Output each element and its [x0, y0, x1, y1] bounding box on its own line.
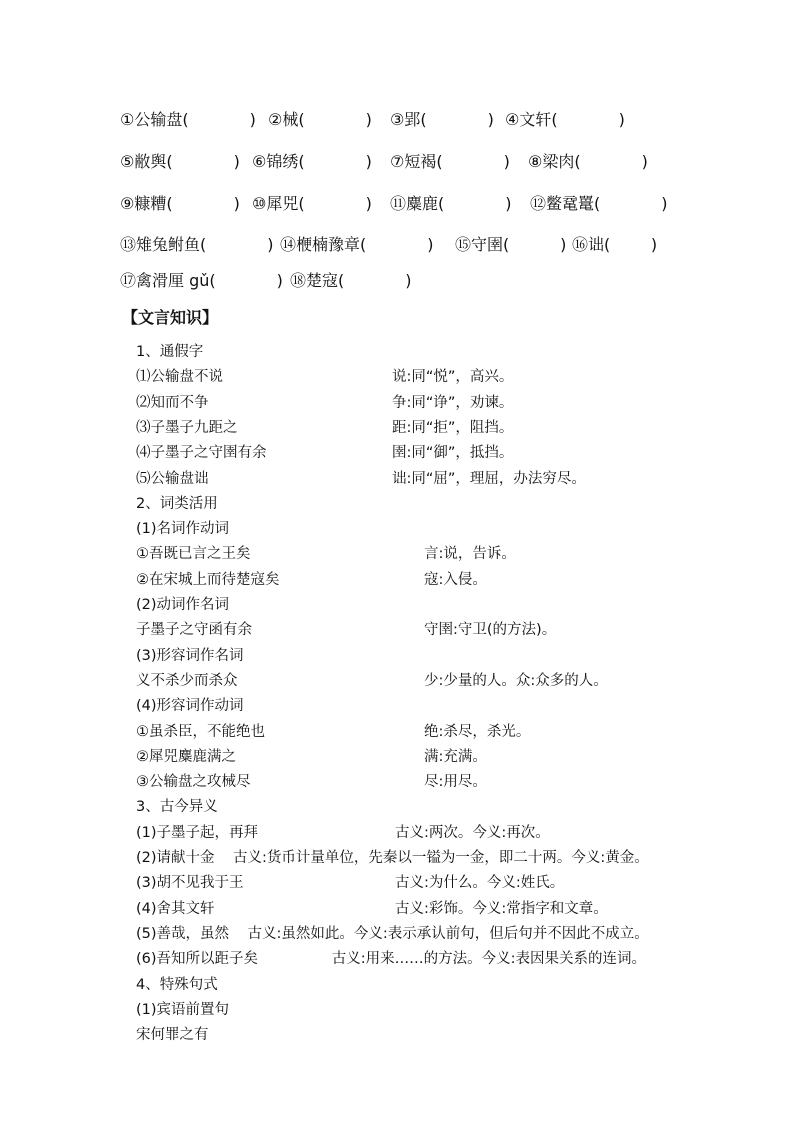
row-text: (6)吾知所以距子矣 古义:用来……的方法。今义:表因果关系的连词。 [136, 951, 647, 968]
row-right: 寇:入侵。 [424, 571, 487, 588]
row-left: (4)形容词作动词 [136, 698, 244, 715]
section-heading: 3、古今异义 [136, 799, 218, 816]
row-right: 距:同“拒”，阻挡。 [392, 419, 514, 436]
row-left: (3)胡不见我于王 [136, 875, 244, 892]
section-heading: 1、通假字 [136, 344, 204, 360]
vocab-item: ①公输盘( ) [120, 110, 256, 129]
row-left: ⑷子墨子之守圉有余 [136, 445, 267, 462]
vocab-item: ⑰禽滑厘 gǔ( ) [120, 271, 283, 290]
vocab-item: ⑪麋鹿( ) [390, 194, 512, 213]
row-left: (2)动词作名词 [136, 597, 230, 613]
vocab-item: ⑬雉兔鲋鱼( ) [120, 235, 274, 254]
row-left: (1)名词作动词 [136, 521, 230, 538]
vocab-item: ⑧梁肉( ) [528, 152, 648, 171]
row-left: ③公输盘之攻械尽 [136, 774, 251, 791]
row-left: 宋何罪之有 [136, 1027, 209, 1044]
row-right: 古义:彩饰。今义:常指字和文章。 [395, 900, 608, 917]
row-left: ①虽杀臣，不能绝也 [136, 723, 265, 740]
row-right: 古义:为什么。今义:姓氏。 [395, 875, 565, 892]
row-right: 圉:同“御”，抵挡。 [392, 445, 514, 462]
row-right: 少:少量的人。众:众多的人。 [424, 672, 608, 689]
row-left: (4)舍其文轩 [136, 900, 215, 917]
row-left: ⑴公输盘不说 [136, 369, 223, 386]
vocab-item: ⑩犀兕( ) [252, 194, 372, 213]
row-right: 绝:杀尽，杀光。 [424, 723, 531, 740]
row-right: 争:同“诤”，劝谏。 [392, 394, 514, 411]
section-title: 【文言知识】 [122, 308, 219, 327]
vocab-item: ③郢( ) [390, 110, 494, 129]
vocab-item: ⑫鳖鼋鼍( ) [530, 194, 668, 213]
row-left: ②在宋城上而待楚寇矣 [136, 571, 280, 588]
row-left: (1)子墨子起，再拜 [136, 824, 259, 841]
row-right: 尽:用尽。 [424, 774, 487, 791]
section-heading: 4、特殊句式 [136, 976, 218, 993]
row-right: 言:说，告诉。 [424, 546, 516, 563]
row-left: ⑵知而不争 [136, 394, 209, 411]
vocab-item: ⑱楚寇( ) [290, 271, 412, 290]
row-right: 说:同“悦”，高兴。 [392, 369, 514, 386]
vocab-item: ⑯诎( ) [572, 235, 658, 254]
row-left: ⑸公输盘诎 [136, 470, 209, 487]
row-left: ⑶子墨子九距之 [136, 419, 238, 436]
section-heading: 2、词类活用 [136, 495, 218, 512]
vocab-item: ⑭楩楠豫章( ) [280, 235, 434, 254]
row-left: ①吾既已言之王矣 [136, 546, 251, 563]
vocab-item: ⑦短褐( ) [390, 152, 510, 171]
vocab-item: ⑮守圉( ) [455, 235, 567, 254]
row-text: (5)善哉，虽然 古义:虽然如此。今义:表示承认前句，但后句并不因此不成立。 [136, 925, 649, 942]
vocab-item: ④文轩( ) [505, 110, 625, 129]
vocab-item: ⑥锦绣( ) [252, 152, 372, 171]
row-left: 子墨子之守函有余 [136, 622, 252, 639]
vocab-item: ②械( ) [268, 110, 372, 129]
vocab-item: ⑤敝舆( ) [120, 152, 240, 171]
row-left: ②犀兕麋鹿满之 [136, 748, 236, 765]
row-left: 义不杀少而杀众 [136, 672, 238, 689]
row-right: 守圉:守卫(的方法)。 [424, 622, 557, 639]
row-right: 诎:同“屈”，理屈，办法穷尽。 [392, 470, 586, 487]
row-text: (2)请献十金 古义:货币计量单位，先秦以一镒为一金，即二十两。今义:黄金。 [136, 850, 649, 866]
vocab-item: ⑨糠糟( ) [120, 194, 240, 213]
row-left: (3)形容词作名词 [136, 647, 244, 664]
row-left: (1)宾语前置句 [136, 1001, 230, 1018]
row-right: 满:充满。 [424, 748, 487, 765]
row-right: 古义:两次。今义:再次。 [395, 824, 550, 841]
